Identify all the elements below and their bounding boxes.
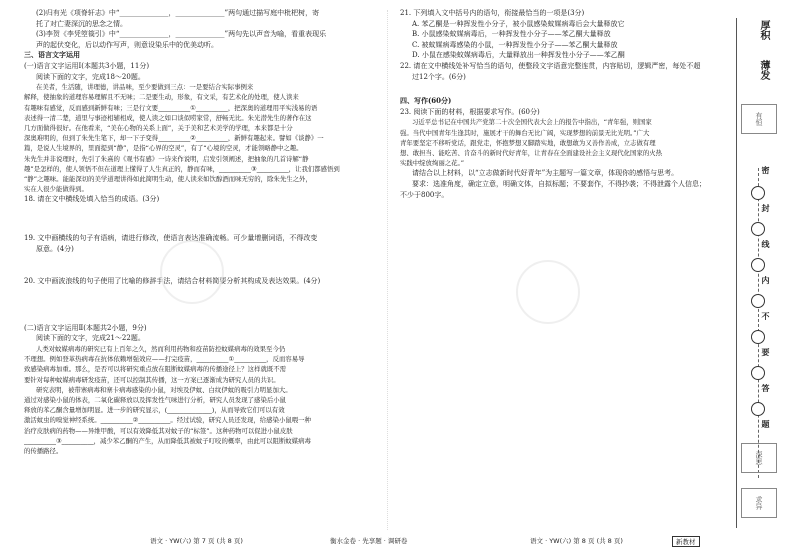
subsection-1-heading: (一)语言文字运用Ⅰ(本题共3小题，11分): [24, 61, 150, 70]
seal-char: 封: [761, 204, 770, 212]
strip-tag-reflection: 深思: [741, 443, 777, 473]
writing-requirements-cont: 不少于800字。: [400, 190, 449, 199]
seal-char: 题: [761, 420, 770, 428]
writing-requirements: 要求：选准角度，确定立意，明确文体，自拟标题；不要套作，不得抄袭；不得泄露个人信息；: [412, 179, 706, 188]
seal-char: 线: [761, 240, 770, 248]
q17-2: (2)归有光《项脊轩志》中“______________，______________”两句通过描写庭中枇杷树，寄: [36, 9, 320, 17]
seal-circle: [751, 330, 765, 344]
passage-line: 要针对每种蚊媒病毒研发疫苗，还可以控制其传播，这一方案已逐渐成为研究人员的共识。: [24, 375, 280, 384]
passage-line: 表述得一清二楚，道里与事迹相辅相成，使人读之如口谈似唠家常，舒畅无比。朱光潜先生的著作在这: [24, 113, 312, 122]
passage-line: 解释，使抽象的道理容易理解且不无味；二是要生动，形象，有文采，有艺术化的处理，使人读来: [24, 93, 299, 102]
passage-line: 通过对感染小鼠的体表，二氧化碳释放以及挥发性气味进行分析，研究人员发现了感染后小鼠: [24, 395, 287, 404]
question-20: 20. 文中画波浪线的句子使用了比喻的修辞手法，请结合材料简要分析其构成及表达效果。(4分): [24, 277, 321, 286]
passage-line: 深奥难明的，但到了朱先生笔下，却一下子变得__________②__________，新鲜有趣起来。譬如《谈静》一: [24, 134, 324, 143]
page-footer: [0, 534, 800, 550]
seal-circle: [751, 258, 765, 272]
seal-char: 答: [761, 384, 770, 392]
material-line: 习近平总书记在中国共产党第二十次全国代表大会上的报告中指出，“青年强，则国家: [412, 118, 652, 127]
passage-line: 致感染病毒加重。那么，是否可以将研究重点放在阻断蚊媒病毒的传播途径上？这样就既不需: [24, 365, 287, 374]
strip-tag-difference: 求异: [741, 488, 777, 518]
strip-tag-persistence: 有恒: [741, 104, 777, 134]
writing-instruction: 请结合以上材料，以“立志做新时代好青年”为主题写一篇文章，体现你的感悟与思考。: [412, 169, 679, 178]
passage-line: 有趣味有感觉，反而感到新鲜有味；三是行文要__________①__________，把深奥的道理用平实浅易的语: [24, 103, 318, 112]
new-textbook-badge: 新教材: [672, 536, 700, 547]
watermark-emblem: [160, 240, 224, 304]
seal-char: 内: [761, 276, 770, 284]
strip-motto-second: 薄发: [758, 60, 769, 80]
watermark-emblem: [516, 260, 580, 324]
passage-line: 在美者，生活随，讲理德，讲品味，至少要做到三点：一是要结合实际事例来: [36, 83, 254, 92]
q17-3: (3)李贺《李凭箜篌引》中“______________，______________”两句先以声音为喻，看重表现乐: [36, 30, 327, 39]
seal-circle: [751, 294, 765, 308]
subsection-1-instruction: 阅读下面的文字，完成18～20题。: [36, 72, 145, 81]
passage-line: 篇，是说人生境界的，里面提到“静”，是指“心界的空灵”，有了“心境的空灵，才能领略静中之趣。: [24, 144, 303, 153]
subsection-2-instruction: 阅读下面的文字，完成21～22题。: [36, 334, 145, 343]
passage-line: 激活蚊虫的嗅觉神经系统。__________②__________。经过试验，研究人员还发现，给感染小鼠喂一种: [24, 416, 311, 425]
material-line: 实践中绽放绚丽之花。”: [400, 159, 465, 168]
page-divider: [387, 10, 388, 530]
q17-3-cont: 声的起伏变化，后以动作写声，则意设染乐中的优美动听。: [36, 40, 218, 49]
passage-line: 人类对蚊媒病毒的研究已有上百年之久，然而利用药物和疫苗防控蚊媒病毒的效果至今仍: [36, 344, 286, 353]
passage-line: 朱先生并非说理时，先引了朱熹的《观书有感》一诗来作说明，启发引领阐述，把抽象的几首诗解“静: [24, 154, 309, 163]
passage-2: [24, 344, 372, 456]
writing-material: [400, 117, 718, 168]
section-3-heading: 三、语言文字运用: [24, 50, 80, 60]
option-c: C. 被蚊媒病毒感染的小鼠，一种挥发性小分子——苯乙酮大量释放: [412, 40, 618, 49]
seal-char: 密: [761, 166, 770, 174]
material-line: 强。当代中国青年生逢其时，施展才干的舞台无比广阔，实现梦想的前景无比光明。”广大: [400, 128, 650, 137]
footer-right-page-number: 语文 · YW(六) 第 8 页 (共 8 页): [530, 537, 623, 545]
passage-line: “静”之趣味。能能深切的美学道理讲得如此简明生动，使人读来如饮醇酒而味无穷的，除朱先生之外，: [24, 174, 312, 183]
material-line: 想、敢担当、能吃苦、肯奋斗的新时代好青年，让青春在全面建设社会主义现代化国家的火热: [400, 148, 663, 157]
seal-circle: [751, 402, 765, 416]
seal-circle: [751, 366, 765, 380]
question-22-cont: 过12个字。(6分): [412, 72, 466, 81]
passage-line: __________③__________，减少苯乙酮的产生，从而降低其被蚊子叮咬的概率，由此可以阻断蚊媒病毒: [24, 436, 311, 445]
seal-char: 不: [761, 312, 770, 320]
option-b: B. 小鼠感染蚊媒病毒后，一种挥发性小分子——苯乙酮大量释放: [412, 30, 611, 39]
subsection-2-heading: (二)语言文字运用Ⅱ(本题共2小题，9分): [24, 323, 147, 332]
strip-motto-top: 厚积: [758, 20, 769, 40]
seal-circle: [751, 222, 765, 236]
passage-line: 研究表明，被带寨病毒和寨卡病毒感染的小鼠，对埃及伊蚊、白纹伊蚊的吸引力明显加大。: [36, 385, 292, 394]
question-18: 18. 请在文中横线处填入恰当的成语。(3分): [24, 195, 160, 204]
question-21: 21. 下列填入文中括号内的语句，衔接最恰当的一项是(3分): [400, 9, 585, 17]
passage-line: 的传播路径。: [24, 446, 63, 455]
footer-publisher: 衡水金卷 · 先享题 · 调研卷: [330, 537, 408, 545]
passage-line: 趣”是怎样的，使人领悟不但在道理上懂得了人生真正的，静而有味，__________③__________，让我们都感悟到: [24, 164, 340, 173]
option-d: D. 小鼠在感染蚊媒病毒后，大量释放出一种挥发性小分子——苯乙酮: [412, 51, 625, 60]
passage-line: 不理想。例如登革热病毒在抗体依赖增强效应——打完疫苗，__________①__________，反而容易导: [24, 355, 305, 364]
option-a: A. 苯乙酮是一种挥发性小分子，被小鼠感染蚊媒病毒后会大量释放它: [412, 19, 625, 28]
question-23: 23. 阅读下面的材料，根据要求写作。(60分): [400, 107, 540, 116]
binding-strip: [736, 18, 783, 528]
passage-line: 几方面做得很好。在他看来，“美在心物的关系上面”，关于美和艺术美学的学理，本来都是十分: [24, 123, 293, 132]
right-page: [396, 0, 722, 554]
left-page: [0, 0, 378, 554]
material-line: 青年要坚定不移听党话，跟党走，怀抱梦想又脚踏实地，敢想敢为又善作善成，立志做有理: [400, 138, 656, 147]
footer-left-page-number: 语文 · YW(六) 第 7 页 (共 8 页): [150, 537, 243, 545]
seal-dashed-line: [758, 168, 759, 478]
passage-line: 释放的苯乙酮含量增加明显。进一步的研究显示，(______________)，从而导致它们可以有效: [24, 406, 285, 415]
question-19: 19. 文中画横线的句子有语病，请进行修改，使语言表达准确流畅。可少量增删词语，不得改变: [24, 233, 318, 242]
question-22: 22. 请在文中横线处补写恰当的语句，使整段文字语意完整连贯，内容贴切，逻辑严密，每处不超: [400, 61, 701, 70]
seal-circle: [751, 186, 765, 200]
seal-char: 要: [761, 348, 770, 356]
question-19-cont: 原意。(4分): [36, 244, 74, 253]
passage-1: [24, 82, 372, 194]
passage-line: 实在人很少能做得到。: [24, 185, 88, 194]
section-4-heading: 四、写作(60分): [400, 96, 452, 106]
q17-2-cont: 托了对亡妻深沉的思念之情。: [36, 19, 127, 28]
passage-line: 治疗皮肤病的药物——异维甲酸，可以有效降低其对蚊子的“标签”。这种药物可以促进小鼠皮肤: [24, 426, 293, 435]
